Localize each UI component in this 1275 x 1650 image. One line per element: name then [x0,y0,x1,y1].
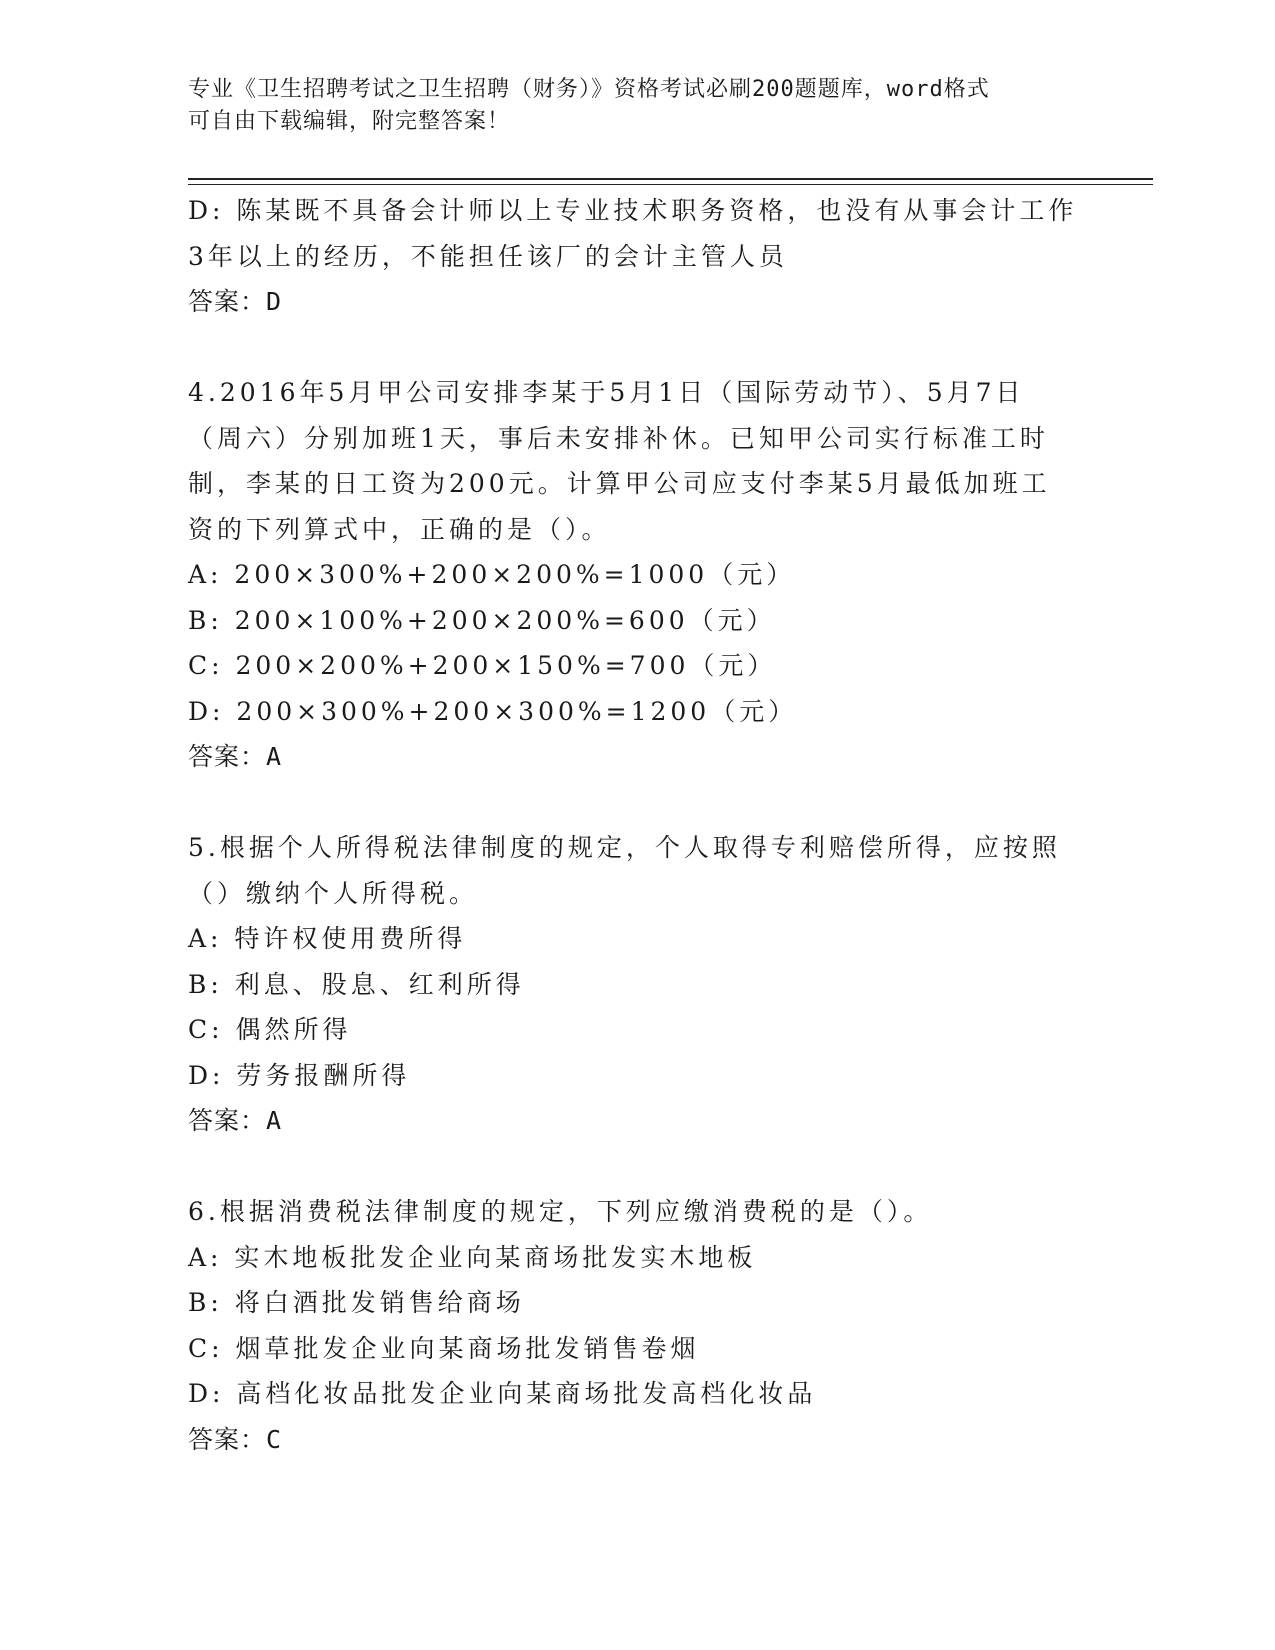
question-list [188,188,1088,1462]
header-rule-thick [188,178,1153,180]
question-stem-line-1: 6.根据消费税法律制度的规定，下列应缴消费税的是（）。 [188,1197,933,1226]
document-header [188,74,1068,138]
question-stem-line-4: 资的下列算式中，正确的是（）。 [188,514,611,544]
question-stem-line-1: 4.2016年5月甲公司安排李某于5月1日（国际劳动节）、5月7日 [188,378,1025,407]
question-gap [188,325,1088,371]
question-5 [188,825,1088,1144]
option-b: B: 200×100%+200×200%=600（元） [188,605,776,635]
option-a: A: 实木地板批发企业向某商场批发实木地板 [188,1242,757,1272]
header-rule-thin [188,184,1153,185]
option-d-line-1: D: 陈某既不具备会计师以上专业技术职务资格，也没有从事会计工作 [188,196,1078,225]
header-title-line-1: 专业《卫生招聘考试之卫生招聘（财务）》资格考试必刷200题题库，word格式 [188,77,990,102]
question-6 [188,1189,1088,1462]
answer-label: 答案：A [188,1106,283,1135]
answer-label: 答案：D [188,287,283,316]
option-a: A: 特许权使用费所得 [188,924,467,953]
option-d: D: 高档化妆品批发企业向某商场批发高档化妆品 [188,1379,817,1408]
question-stem-line-3: 制，李某的日工资为200元。计算甲公司应支付李某5月最低加班工 [188,469,1051,498]
option-c: C: 200×200%+200×150%=700（元） [188,651,777,680]
option-d: D: 劳务报酬所得 [188,1060,411,1090]
option-b: B: 利息、股息、红利所得 [188,969,525,999]
option-a: A: 200×300%+200×200%=1000（元） [188,560,796,589]
option-b: B: 将白酒批发销售给商场 [188,1288,525,1317]
answer-label: 答案：A [188,742,283,771]
question-stem-line-2: （周六）分别加班1天，事后未安排补休。已知甲公司实行标准工时 [188,423,1049,453]
question-gap [188,780,1088,826]
question-gap [188,1144,1088,1190]
answer-label: 答案：C [188,1424,283,1454]
question-stem-line-1: 5.根据个人所得税法律制度的规定，个人取得专利赔偿所得，应按照 [188,833,1061,862]
question-stem-line-2: （）缴纳个人所得税。 [188,878,479,908]
header-title-line-2: 可自由下载编辑，附完整答案！ [188,109,511,134]
question-4 [188,370,1088,780]
option-d-line-2: 3年以上的经历，不能担任该厂的会计主管人员 [188,241,788,271]
question-3-tail [188,188,1088,325]
option-c: C: 偶然所得 [188,1015,352,1044]
option-c: C: 烟草批发企业向某商场批发销售卷烟 [188,1333,700,1363]
option-d: D: 200×300%+200×300%=1200（元） [188,696,798,726]
